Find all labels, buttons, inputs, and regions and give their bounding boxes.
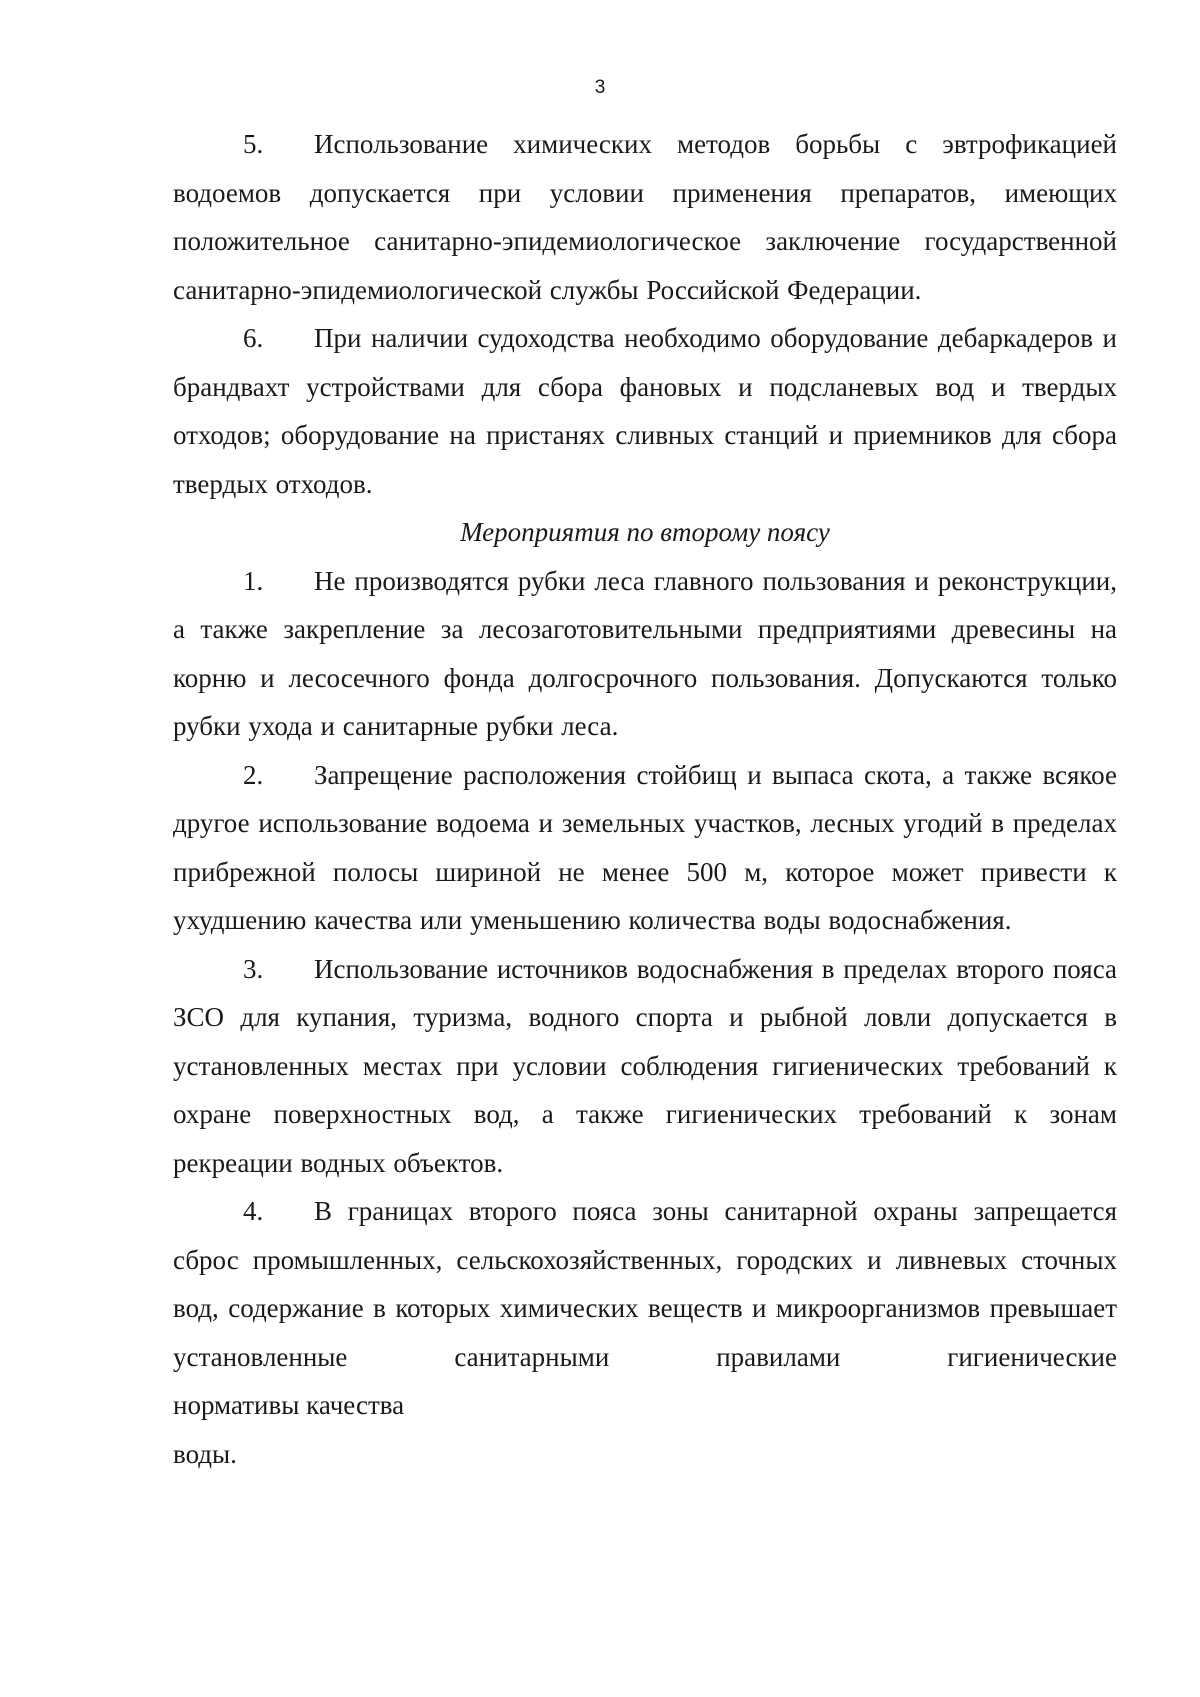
document-body <box>173 120 1117 1478</box>
paragraph-item-6 <box>173 314 1117 508</box>
paragraph-item-3 <box>173 945 1117 1188</box>
item-number: 5. <box>243 129 264 159</box>
paragraph-item-4 <box>173 1187 1117 1381</box>
paragraph-tail-line: воды. <box>173 1438 237 1469</box>
paragraph-text: Запрещение расположения стойбищ и выпаса скота, а также всякое другое использование водоема и земельных участков, лесных угодий в пределах прибрежной полосы шириной не менее 500 м, которое может привести к ухудшению качества или уменьшению количества воды водоснабжения. <box>173 759 1117 935</box>
page-number: 3 <box>594 77 606 98</box>
item-number: 4. <box>243 1196 264 1226</box>
paragraph-item-2 <box>173 751 1117 945</box>
paragraph-tail-line: нормативы качества <box>173 1390 405 1420</box>
paragraph-text: В границах второго пояса зоны санитарной охраны запрещается сброс промышленных, сельскохозяйственных, городских и ливневых сточных вод, содержание в которых химических веществ и микроорганизмов превышает установленные санитарными правилами гигиенические <box>173 1196 1117 1372</box>
paragraph-text: Использование химических методов борьбы с эвтрофикацией водоемов допускается при условии применения препаратов, имеющих положительное санитарно-эпидемиологическое заключение государственной санитарно-эпидемиологической службы Российской Федерации. <box>173 129 1117 305</box>
item-number: 2. <box>243 759 264 790</box>
item-number: 3. <box>243 953 264 984</box>
paragraph-text: Не производятся рубки леса главного пользования и реконструкции, а также закрепление за лесозаготовительными предприятиями древесины на корню и лесосечного фонда долгосрочного пользования. Допускаются только рубки ухода и санитарные рубки леса. <box>173 565 1117 741</box>
paragraph-item-1 <box>173 557 1117 751</box>
section-title: Мероприятия по второму поясу <box>460 517 830 547</box>
paragraph-text: При наличии судоходства необходимо оборудование дебаркадеров и брандвахт устройствами для сбора фановых и подсланевых вод и твердых отходов; оборудование на пристанях сливных станций и приемников для сбора твердых отходов. <box>173 323 1117 499</box>
paragraph-item-5 <box>173 120 1117 314</box>
paragraph-text: Использование источников водоснабжения в пределах второго пояса ЗСО для купания, туризма, водного спорта и рыбной ловли допускается в установленных местах при условии соблюдения гигиенических требований к охране поверхностных вод, а также гигиенических требований к зонам рекреации водных объектов. <box>173 953 1117 1178</box>
item-number: 6. <box>243 323 264 353</box>
item-number: 1. <box>243 565 264 596</box>
